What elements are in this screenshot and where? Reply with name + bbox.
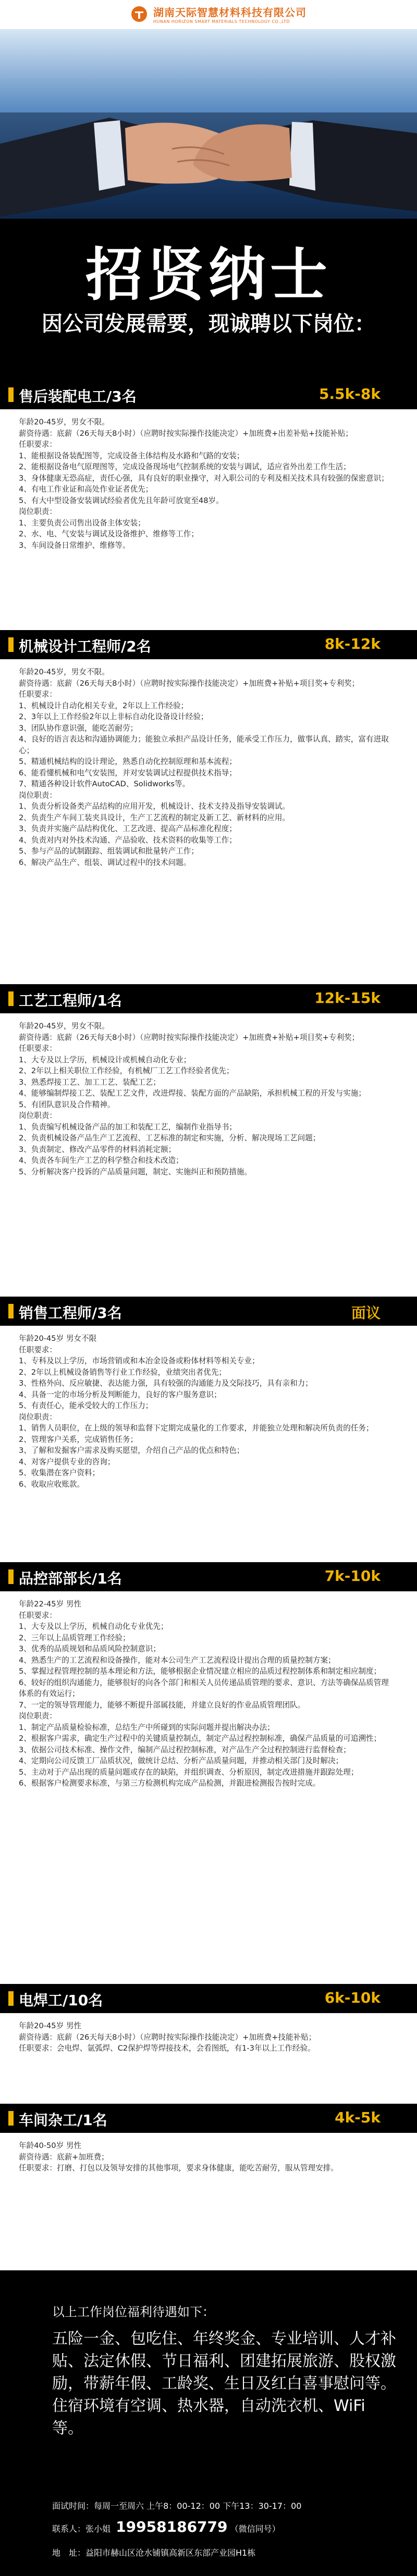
company-logo-icon [130,5,148,23]
job-salary: 12k-15k [314,989,381,1007]
job-details [0,1591,417,1982]
job-marker [8,2111,14,2126]
job-details [0,1326,417,1560]
job-description: 年龄20-45岁，男女不限。 薪资待遇：底薪（26天每天8小时）（应聘时按实际操作技能决定）+加班费+补贴+项目奖+专利奖； 任职要求： 1、大专及以上学历，机械设计或机械自动化专业； 2、2年以上相关职位工作经验，有机械厂工艺工作经验者优先； 3、熟悉焊接工艺、加工工艺、装配工艺； 4、能够编制焊接工艺、装配工艺文件，改进焊接、装配方面的产品缺陷，承担机械工程的开发与实施； 5、有团队意识及合作精神。 岗位职责： 1、负责编写机械设备产品的加工和装配工艺，编制作业指导书； 2、负责机械设备产品生产工艺流程、工艺标准的制定和实施，分析、解决现场工艺问题； 3、负责制定、修改产品零件的材料消耗定额； 4、负责各车间生产工艺的科学整合和技术改造； 5、分析解决客户投诉的产品质量问题，制定、实施纠正和预防措施。 [19,1022,366,1176]
job-details [0,1013,417,1295]
company-name-en: HUNAN HORIZON SMART MATERIALS TECHNOLOGY CO.,LTD [153,19,290,24]
job-header [0,2104,417,2133]
job-title: 车间杂工/1名 [19,2112,107,2129]
hero-section [0,0,417,250]
contact-name: 联系人：张小姐 [52,2524,111,2534]
job-title: 品控部部长/1名 [19,1570,122,1587]
benefits-list: 五险一金、包吃住、年终奖金、专业培训、人才补贴、法定休假、节日福利、团建拓展旅游、股权激励，带薪年假、工龄奖、生日及红白喜事慰问等。住宿环境有空调、热水器，自动洗衣机、WiFi等。 [52,2330,396,2437]
job-description: 年龄20-45岁 男女不限 任职要求： 1、专科及以上学历，市场营销或和本冶金设备或粉体材料等相关专业； 2、2年以上机械设备销售等行业工作经验，业绩突出者优先； 3、性格外向、反应敏捷、表达能力强，具有较强的沟通能力及交际技巧，具有亲和力； 4、具备一定的市场分析及判断能力，良好的客户服务意识； 5、有责任心，能承受较大的工作压力； 岗位职责： 1、销售人员职位，在上级的领导和监督下定期完成量化的工作要求，并能独立处理和解决所负责的任务； 2、管理客户关系，完成销售任务； 3、了解和发掘客户需求及购买愿望，介绍自己产品的优点和特色； 4、对客户提供专业的咨询； 5、收集潜在客户资料； 6、收取应收账款。 [19,1334,374,1489]
job-details [0,2133,417,2268]
job-marker [8,637,14,652]
job-salary: 4k-5k [335,2109,381,2126]
job-title: 售后装配电工/3名 [19,388,137,405]
job-details [0,2013,417,2102]
interview-time [52,2499,301,2511]
job-details [0,659,417,982]
job-description: 年龄40-50岁 男性 薪资待遇：底薪+加班费； 任职要求：打磨、打包以及领导安排的其他事项，要求身体健康，能吃苦耐劳，服从管理安排。 [19,2141,338,2172]
interview-time-label: 面试时间： [52,2501,94,2511]
job-marker [8,1991,14,2006]
job-header [0,1297,417,1326]
contact-person [52,2518,280,2535]
job-marker [8,991,14,1006]
company-logo [130,4,306,24]
page-title: 招贤纳士 [85,241,332,308]
company-address [52,2546,255,2558]
job-marker [8,1304,14,1318]
job-salary: 6k-10k [324,1989,381,2006]
benefits-title: 以上工作岗位福利待遇如下： [52,2305,215,2319]
job-title: 机械设计工程师/2名 [19,638,151,655]
job-salary: 面议 [351,1304,381,1322]
job-salary: 5.5k-8k [319,385,381,403]
job-title: 电焊工/10名 [19,1992,103,2009]
address-label: 地 址： [52,2548,86,2558]
job-salary: 7k-10k [324,1567,381,1585]
job-salary: 8k-12k [324,635,381,652]
job-header [0,1984,417,2013]
job-marker [8,1569,14,1584]
contact-phone[interactable]: 19958186779 [116,2518,228,2535]
job-marker [8,387,14,402]
job-title: 销售工程师/3名 [19,1304,122,1322]
handshake-image [0,29,417,250]
job-title: 工艺工程师/1名 [19,992,122,1009]
job-header [0,630,417,659]
job-description: 年龄22-45岁 男性 任职要求： 1、大专及以上学历，机械自动化专业优先； 2、三年以上品质管理工作经验； 3、优秀的品质规划和品质风险控制意识； 4、熟悉生产的工艺流程和设备操作，能对本公司生产工艺流程设计提出合理的质量控制方案； 5、掌握过程管理控制的基本理论和方法，能够根据企业情况建立相应的品质过程控制体系和制定相应制度； 6、较好的组织沟通能力，能够很好的向各个部门和相关人员传递品质管理的要求、意识、方法等确保品质管理体系的有效运行； 7、一定的领导管理能力，能够不断提升部属技能，并建立良好的作业品质管理团队。 岗位职责： 1、制定产品质量检验标准，总结生产中所碰到的实际问题并提出解决办法； 2、根据客户需求，确定生产过程中的关键质量控制点，制定产品过程控制标准，确保产品质量的可追溯性； 3、依据公司技术标准、操作文件，编制产品过程控制标准，对产品生产全过程控制进行监督检查； 4、定期向公司反馈工厂品质状况，做统计总结、分析产品质量问题，并推动相关部门及时解决； 5、主动对于产品出现的质量问题或存在的缺陷，并组织调查、分析原因，制定改进措施并跟踪处理； 6、根据客户检测要求标准，与第三方检测机构完成产品检测，并跟进检测报告按时完成。 [19,1600,389,1788]
job-description: 年龄20-45岁，男女不限。 薪资待遇：底薪（26天每天8小时）（应聘时按实际操作技能决定）+加班费+出差补贴+技能补贴； 任职要求： 1、能根据设备装配图等，完成设备主体结构及水路和气路的安装； 2、能根据设备电气原理图等，完成设备现场电气控制系统的安装与调试，适应省外出差工作生活； 3、身体健康无恐高症，责任心强，具有良好的职业操守，对入职公司的专利及相关技术具有较强的保密意识； 4、有电工作业证和高处作业证者优先； 5、有大中型设备安装调试经验者优先且年龄可放宽至48岁。 岗位职责： 1、主要负责公司售出设备主体安装； 2、水、电、气安装与调试及设备维护、维修等工作； 3、车间设备日常维护、维修等。 [19,418,389,550]
job-details [0,409,417,628]
job-header [0,984,417,1013]
job-description: 年龄20-45岁 男性 薪资待遇：底薪（26天每天8小时）（应聘时按实际操作技能决定）+加班费+技能补贴； 任职要求：会电焊、氩弧焊、C2保护焊等焊接技术，会看图纸，有1-3年以上工作经验。 [19,2021,316,2053]
job-description: 年龄20-45岁，男女不限。 薪资待遇：底薪（26天每天8小时）（应聘时按实际操作技能决定）+加班费+补贴+项目奖+专利奖； 任职要求： 1、机械设计自动化相关专业，2年以上工作经验； 2、3年以上工作经验2年以上非标自动化设备设计经验； 3、团队协作意识强，能吃苦耐劳； 4、良好的语言表达和沟通协调能力；能独立承担产品设计任务，能承受工作压力，做事认真、踏实，富有进取心； 5、精通机械结构的设计理论，熟悉自动化控制原理和基本流程； 6、能看懂机械和电气安装图，并对安装调试过程提供技术指导； 7、精通各种设计软件AutoCAD、Solidworks等。 岗位职责： 1、负责分析设备类产品结构的应用开发，机械设计、技术支持及指导安装调试。 2、负责生产车间工装夹具设计，生产工艺流程的制定及新工艺、新材料的应用。 3、负责并实施产品结构优化、工艺改进、提高产品标准化程度； 4、负责对内对外技术沟通、产品验收、技术资料的收集等工作； 5、参与产品的试制跟踪、组装调试和批量转产工作； 6、解决产品生产、组装、调试过程中的技术问题。 [19,668,389,867]
job-header [0,1562,417,1591]
contact-phone-note: （微信同号） [230,2524,280,2534]
company-name: 湖南天际智慧材料科技有限公司 [153,6,306,19]
page-subtitle: 因公司发展需要，现诚聘以下岗位： [42,312,375,336]
interview-time-value: 每周一至周六 上午8：00-12：00 下午13：30-17：00 [94,2501,302,2511]
address-value: 益阳市赫山区沧水铺镇高新区东部产业园H1栋 [85,2548,256,2558]
job-header [0,380,417,409]
